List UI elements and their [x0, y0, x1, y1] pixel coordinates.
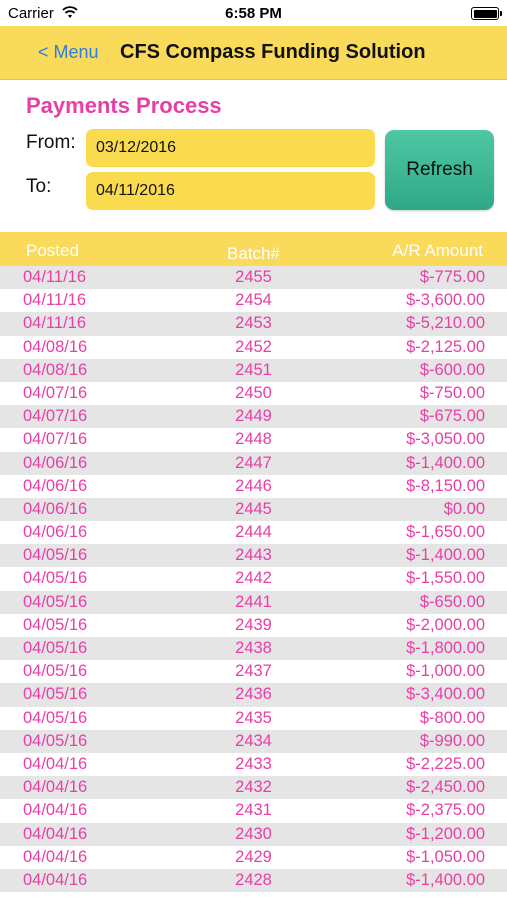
table-row[interactable]	[0, 614, 507, 637]
cell-posted-date: 04/05/16	[23, 731, 88, 750]
status-bar	[0, 0, 507, 26]
cell-ar-amount: $-1,050.00	[406, 847, 485, 866]
table-row[interactable]	[0, 730, 507, 753]
cell-posted-date: 04/05/16	[23, 685, 88, 704]
cell-posted-date: 04/05/16	[23, 569, 88, 588]
table-row[interactable]	[0, 428, 507, 451]
table-row[interactable]	[0, 289, 507, 312]
cell-ar-amount: $-2,450.00	[406, 778, 485, 797]
cell-posted-date: 04/06/16	[23, 476, 88, 495]
table-row[interactable]	[0, 591, 507, 614]
table-row[interactable]	[0, 707, 507, 730]
cell-ar-amount: $-1,200.00	[406, 824, 485, 843]
table-row[interactable]	[0, 544, 507, 567]
cell-posted-date: 04/08/16	[23, 337, 88, 356]
cell-posted-date: 04/06/16	[23, 453, 88, 472]
from-date-field[interactable]: 03/12/2016	[86, 129, 375, 167]
cell-posted-date: 04/05/16	[23, 546, 88, 565]
cell-ar-amount: $-1,400.00	[406, 870, 485, 889]
cell-batch-number: 2437	[235, 662, 272, 681]
cell-posted-date: 04/06/16	[23, 499, 88, 518]
table-row[interactable]	[0, 382, 507, 405]
cell-ar-amount: $-675.00	[419, 407, 485, 426]
cell-ar-amount: $-3,400.00	[406, 685, 485, 704]
column-header-amount: A/R Amount	[392, 241, 483, 260]
cell-posted-date: 04/11/16	[23, 268, 87, 286]
cell-posted-date: 04/11/16	[23, 314, 87, 333]
cell-posted-date: 04/04/16	[23, 801, 88, 820]
cell-ar-amount: $-775.00	[419, 268, 485, 286]
cell-ar-amount: $-2,225.00	[406, 754, 485, 773]
cell-batch-number: 2428	[235, 870, 272, 889]
cell-posted-date: 04/07/16	[23, 407, 88, 426]
column-header-posted: Posted	[26, 241, 79, 260]
cell-batch-number: 2451	[235, 360, 272, 379]
cell-posted-date: 04/04/16	[23, 778, 88, 797]
cell-batch-number: 2441	[235, 592, 272, 611]
cell-batch-number: 2439	[235, 615, 272, 634]
table-row[interactable]	[0, 521, 507, 544]
cell-batch-number: 2429	[235, 847, 272, 866]
table-row[interactable]	[0, 683, 507, 706]
cell-batch-number: 2442	[235, 569, 272, 588]
cell-ar-amount: $-1,400.00	[406, 453, 485, 472]
cell-posted-date: 04/05/16	[23, 592, 88, 611]
cell-batch-number: 2447	[235, 453, 272, 472]
cell-ar-amount: $-3,050.00	[406, 430, 485, 449]
payments-table[interactable]	[0, 266, 507, 900]
cell-batch-number: 2450	[235, 383, 272, 402]
cell-ar-amount: $-1,000.00	[406, 662, 485, 681]
cell-ar-amount: $-600.00	[419, 360, 485, 379]
cell-posted-date: 04/08/16	[23, 360, 88, 379]
cell-posted-date: 04/11/16	[23, 291, 87, 310]
battery-icon	[471, 7, 499, 20]
cell-batch-number: 2445	[235, 499, 272, 518]
cell-posted-date: 04/05/16	[23, 615, 88, 634]
cell-ar-amount: $0.00	[443, 499, 485, 518]
cell-ar-amount: $-8,150.00	[406, 476, 485, 495]
refresh-button[interactable]: Refresh	[385, 130, 494, 210]
table-row[interactable]	[0, 799, 507, 822]
table-row[interactable]	[0, 776, 507, 799]
table-row[interactable]	[0, 637, 507, 660]
app-title: CFS Compass Funding Solution	[120, 41, 426, 63]
table-row[interactable]	[0, 336, 507, 359]
cell-posted-date: 04/05/16	[23, 708, 88, 727]
cell-ar-amount: $-2,375.00	[406, 801, 485, 820]
cell-batch-number: 2448	[235, 430, 272, 449]
to-label: To:	[26, 176, 52, 197]
to-date-field[interactable]: 04/11/2016	[86, 172, 375, 210]
cell-posted-date: 04/07/16	[23, 383, 88, 402]
table-row[interactable]	[0, 359, 507, 382]
table-header	[0, 232, 507, 266]
menu-back-button[interactable]: < Menu	[38, 42, 99, 62]
cell-ar-amount: $-1,650.00	[406, 523, 485, 542]
cell-ar-amount: $-750.00	[419, 383, 485, 402]
cell-batch-number: 2432	[235, 778, 272, 797]
cell-ar-amount: $-650.00	[419, 592, 485, 611]
cell-ar-amount: $-800.00	[419, 708, 485, 727]
table-row[interactable]	[0, 405, 507, 428]
table-row[interactable]	[0, 660, 507, 683]
cell-posted-date: 04/04/16	[23, 824, 88, 843]
column-header-batch: Batch#	[227, 244, 280, 263]
cell-batch-number: 2436	[235, 685, 272, 704]
cell-batch-number: 2446	[235, 476, 272, 495]
cell-ar-amount: $-990.00	[419, 731, 485, 750]
cell-ar-amount: $-1,400.00	[406, 546, 485, 565]
cell-posted-date: 04/06/16	[23, 523, 88, 542]
cell-posted-date: 04/05/16	[23, 639, 88, 657]
cell-batch-number: 2452	[235, 337, 272, 356]
cell-batch-number: 2449	[235, 407, 272, 426]
cell-ar-amount: $-2,125.00	[406, 337, 485, 356]
table-row[interactable]	[0, 567, 507, 590]
cell-posted-date: 04/05/16	[23, 662, 88, 681]
cell-batch-number: 2433	[235, 754, 272, 773]
page-title: Payments Process	[26, 93, 222, 118]
table-row[interactable]	[0, 869, 507, 892]
table-row[interactable]	[0, 498, 507, 521]
cell-ar-amount: $-2,000.00	[406, 615, 485, 634]
cell-batch-number: 2434	[235, 731, 272, 750]
cell-batch-number: 2431	[235, 801, 272, 820]
cell-batch-number: 2454	[235, 291, 272, 310]
carrier-label: Carrier	[8, 5, 54, 22]
cell-batch-number: 2430	[235, 824, 272, 843]
table-row[interactable]	[0, 846, 507, 869]
cell-batch-number: 2438	[235, 639, 272, 657]
cell-batch-number: 2443	[235, 546, 272, 565]
cell-batch-number: 2444	[235, 523, 272, 542]
cell-posted-date: 04/07/16	[23, 430, 88, 449]
clock: 6:58 PM	[225, 5, 282, 22]
table-row[interactable]	[0, 312, 507, 335]
cell-batch-number: 2453	[235, 314, 272, 333]
from-label: From:	[26, 132, 76, 153]
table-row[interactable]	[0, 475, 507, 498]
cell-ar-amount: $-3,600.00	[406, 291, 485, 310]
cell-ar-amount: $-5,210.00	[406, 314, 485, 333]
cell-batch-number: 2435	[235, 708, 272, 727]
cell-ar-amount: $-1,800.00	[406, 639, 485, 657]
cell-batch-number: 2455	[235, 268, 272, 286]
cell-posted-date: 04/04/16	[23, 754, 88, 773]
table-row[interactable]	[0, 452, 507, 475]
cell-posted-date: 04/04/16	[23, 870, 88, 889]
table-row[interactable]	[0, 266, 507, 289]
cell-ar-amount: $-1,550.00	[406, 569, 485, 588]
table-row[interactable]	[0, 823, 507, 846]
cell-posted-date: 04/04/16	[23, 847, 88, 866]
nav-bar	[0, 26, 507, 80]
table-row[interactable]	[0, 753, 507, 776]
